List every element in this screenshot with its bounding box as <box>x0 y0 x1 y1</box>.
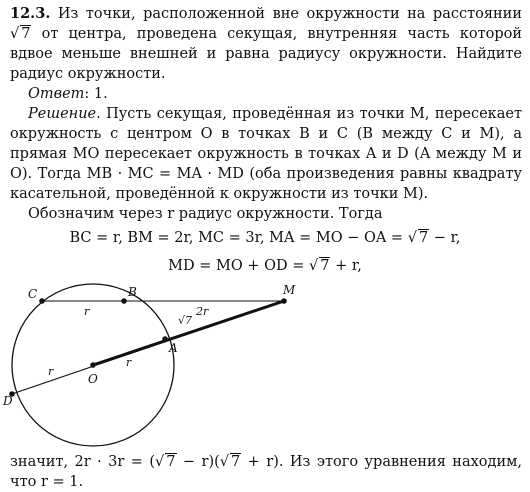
label-a: A <box>169 341 178 355</box>
label-bm: 2r <box>196 305 209 318</box>
label-oa: r <box>126 356 132 369</box>
label-c: C <box>28 287 38 301</box>
equation-2: MD = MO + OD = √ 7 + r, <box>168 258 362 274</box>
segment-om-bold <box>93 301 284 365</box>
solution-paragraph: Решение. Пусть секущая, проведённая из точки M, пересекает окружность с центром O в точках B и C (B между C и M), а прямая MO пересекает окружность в точках A и D (A между M и O). Тогда MB · MC = MA · MD (оба произведения равны квадрату касательной, проведённой к окружности из точки M). <box>10 106 522 202</box>
point-c <box>39 298 45 304</box>
solution-label: Решение <box>28 106 97 122</box>
equation-1: BC = r, BM = 2r, MC = 3r, MA = MO − OA = √ 7 − r, <box>69 230 461 246</box>
notation-line: Обозначим через r радиус окружности. Тогда <box>28 206 383 222</box>
label-b: B <box>128 285 137 299</box>
answer-label: Ответ <box>28 86 85 102</box>
label-ma: √7 <box>178 314 193 327</box>
answer-value: : 1. <box>84 86 108 102</box>
label-od: r <box>48 365 54 378</box>
problem-number: 12.3. <box>10 5 51 22</box>
conclusion-paragraph: значит, 2r · 3r = (√ 7 − r)(√ 7 + r). Из этого уравнения находим, что r = 1. <box>10 454 522 490</box>
point-a <box>162 336 168 342</box>
label-m: M <box>283 283 296 297</box>
point-m <box>281 298 287 304</box>
label-o: O <box>88 372 98 386</box>
problem-statement: 12.3. Из точки, расположенной вне окружности на расстоянии √ 7 от центра, проведена секущая, внутренняя часть которой вдвое меньше внешней и равна радиусу окружности. Найдите радиус окружности. <box>10 5 522 82</box>
sqrt-seven: √ 7 <box>10 26 31 42</box>
label-d: D <box>3 394 13 408</box>
point-b <box>121 298 127 304</box>
label-bc: r <box>84 305 90 318</box>
point-o <box>90 362 96 368</box>
